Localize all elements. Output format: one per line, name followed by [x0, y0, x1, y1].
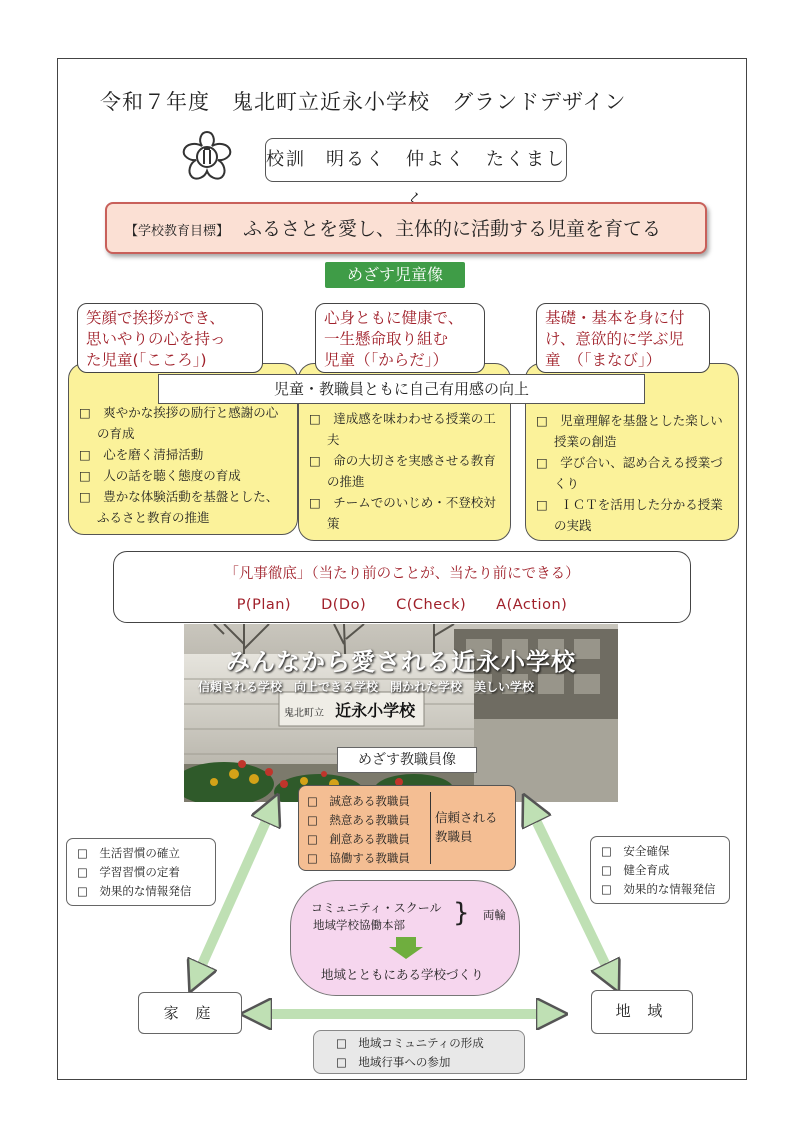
- ideal-line: 童 （「まなび」）: [545, 351, 662, 369]
- student-image-heading: めざす児童像: [325, 262, 465, 288]
- photo-headline: みんなから愛される近永小学校: [226, 648, 576, 676]
- activity-item: □ 地域コミュニティの形成: [336, 1036, 484, 1050]
- photo-subline: 信頼される学校 向上できる学校 開かれた学校 美しい学校: [198, 680, 535, 694]
- region-item: □ 効果的な情報発信: [601, 882, 716, 896]
- home-node: 家 庭: [138, 992, 242, 1034]
- shared-banner: 児童・教職員ともに自己有用感の向上: [158, 374, 645, 404]
- home-box: [66, 838, 216, 906]
- trusted-line: 教職員: [435, 829, 473, 844]
- community-school: コミュニティ・スクール: [311, 901, 442, 915]
- ideal-line: 思いやりの心を持っ: [86, 330, 226, 348]
- action-item: □ 心を磨く清掃活動: [79, 447, 204, 462]
- community-headquarters: 地域学校協働本部: [313, 918, 405, 932]
- teacher-item: □ 創意ある教職員: [307, 832, 410, 846]
- trusted-teacher: [435, 808, 498, 846]
- pdca-line: P(Plan) D(Do) C(Check) A(Action): [236, 597, 568, 613]
- goal-text: ふるさとを愛し、主体的に活動する児童を育てる: [243, 218, 662, 240]
- action-item: □ 命の大切さを実感させる教育の推進: [309, 453, 496, 489]
- ideal-line: 笑顔で挨拶ができ、: [86, 309, 225, 327]
- action-item: □ 達成感を味わわせる授業の工夫: [309, 411, 496, 447]
- ideal-line: 一生懸命取り組む: [324, 330, 449, 348]
- principle-line: 「凡事徹底」（当たり前のことが、当たり前にできる）: [224, 566, 580, 582]
- action-item: □ チームでのいじめ・不登校対策: [309, 495, 496, 531]
- school-sign-small: 鬼北町立: [284, 708, 324, 719]
- teacher-brace: [422, 792, 431, 864]
- school-sign-big: 近永小学校: [335, 701, 416, 720]
- ideal-line: た児童(「こころ」): [86, 351, 207, 369]
- teacher-item: □ 誠意ある教職員: [307, 794, 410, 808]
- region-item: □ 健全育成: [601, 863, 670, 877]
- action-item: □ ＩＣＴを活用した分かる授業の実践: [536, 497, 723, 533]
- action-item: □ 人の話を聴く態度の育成: [79, 468, 241, 483]
- teacher-image-heading: めざす教職員像: [337, 747, 477, 773]
- region-box: [590, 836, 730, 904]
- community-box: [290, 880, 520, 996]
- ideal-line: け、意欲的に学ぶ児: [545, 330, 684, 348]
- teacher-box: [298, 785, 516, 871]
- region-item: □ 安全確保: [601, 844, 670, 858]
- action-item: □ 児童理解を基盤とした楽しい授業の創造: [536, 413, 723, 449]
- home-item: □ 学習習慣の定着: [77, 865, 180, 879]
- community-activity-box: [313, 1030, 525, 1074]
- community-brace: }: [453, 898, 470, 928]
- ideal-line: 児童（「からだ」）: [324, 351, 449, 369]
- goal-label: 【学校教育目標】: [125, 224, 230, 239]
- page-title: 令和７年度 鬼北町立近永小学校 グランドデザイン: [100, 90, 627, 114]
- school-motto: 校訓 明るく 仲よく たくまし: [265, 138, 567, 182]
- community-pair: 両輪: [483, 908, 506, 922]
- action-item: □ 爽やかな挨拶の励行と感謝の心の育成: [79, 405, 279, 441]
- trusted-line: 信頼される: [435, 810, 498, 825]
- down-arrow-icon: [389, 937, 423, 959]
- home-item: □ 生活習慣の確立: [77, 846, 180, 860]
- community-result: 地域とともにある学校づくり: [321, 967, 484, 982]
- action-item: □ 豊かな体験活動を基盤とした、ふるさと教育の推進: [79, 489, 279, 525]
- ideal-line: 心身ともに健康で、: [324, 309, 464, 327]
- action-item: □ 学び合い、認め合える授業づくり: [536, 455, 723, 491]
- teacher-item: □ 熱意ある教職員: [307, 813, 410, 827]
- region-node: 地 域: [591, 990, 693, 1034]
- activity-item: □ 地域行事への参加: [336, 1055, 451, 1069]
- teacher-item: □ 協働する教職員: [307, 851, 410, 865]
- ideal-line: 基礎・基本を身に付: [545, 309, 685, 327]
- home-item: □ 効果的な情報発信: [77, 884, 192, 898]
